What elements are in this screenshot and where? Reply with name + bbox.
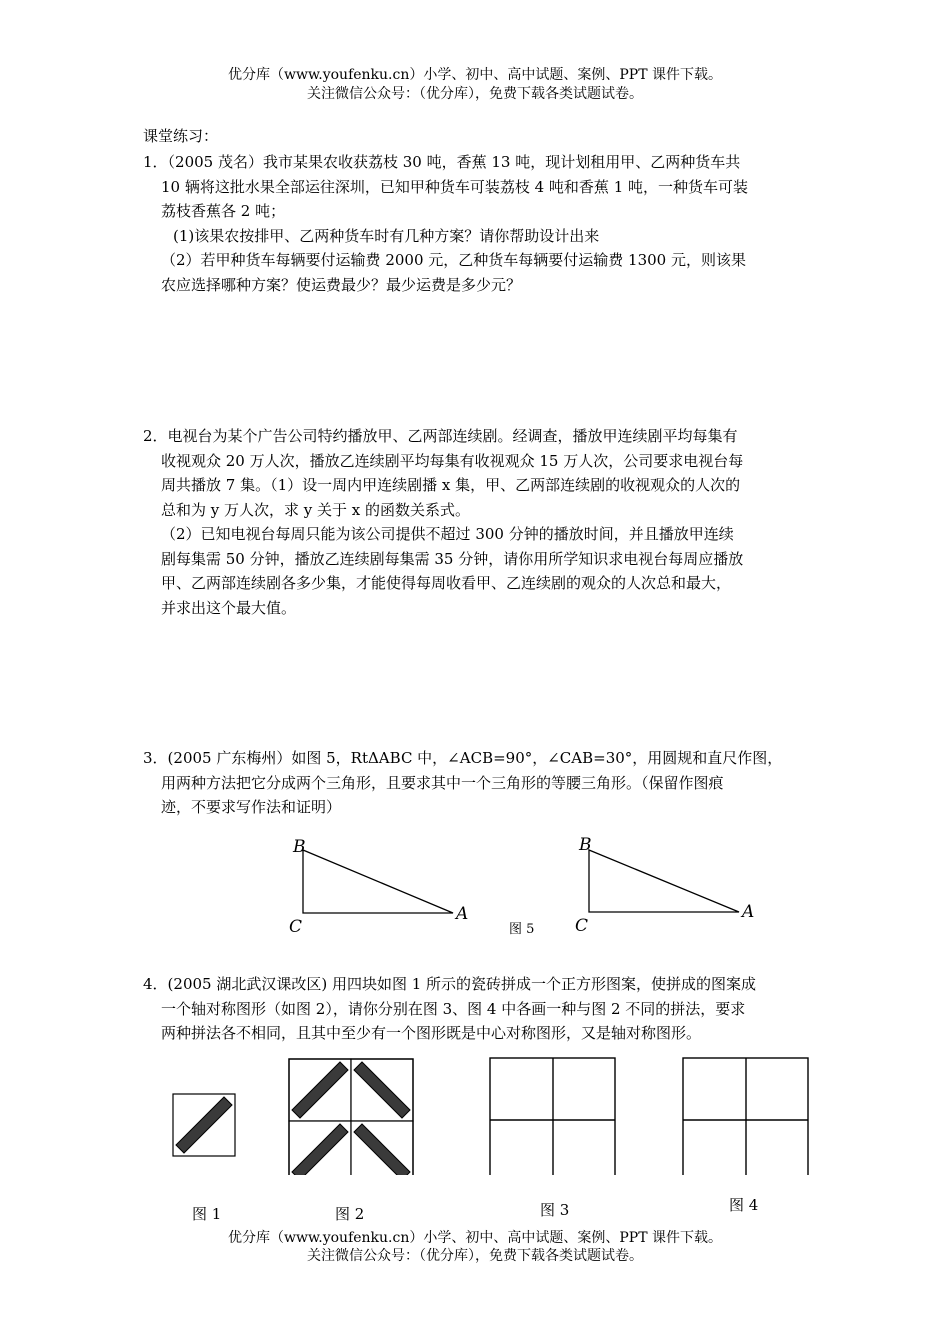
triangle-left	[289, 837, 468, 937]
header-line-1: 优分库（www.youfenku.cn）小学、初中、高中试题、案例、PPT 课件下载。	[227, 67, 722, 83]
question-1-number: 1．	[143, 153, 168, 171]
figure-3-caption: 图 3	[540, 1201, 570, 1219]
question-3-line-1: (2005 广东梅州）如图 5，RtΔABC 中，∠ACB=90°，∠CAB=30°，用圆规和直尺作图，	[167, 749, 783, 767]
tile-figures	[0, 1050, 950, 1175]
section-title: 课堂练习：	[143, 127, 219, 145]
footer-line-1: 优分库（www.youfenku.cn）小学、初中、高中试题、案例、PPT 课件下载。	[227, 1230, 722, 1246]
question-3-line-2: 用两种方法把它分成两个三角形，且要求其中一个三角形的等腰三角形。（保留作图痕	[161, 773, 724, 792]
triangle-left-label-c: C	[289, 917, 303, 937]
question-3	[143, 746, 823, 820]
footer-line-2: 关注微信公众号：（优分库），免费下载各类试题试卷。	[307, 1248, 643, 1264]
figure-2-grid	[289, 1059, 413, 1175]
question-2	[143, 424, 823, 620]
question-1-line-3: 荔枝香蕉各 2 吨；	[161, 202, 286, 220]
question-1-part-2b: 农应选择哪种方案？使运费最少？最少运费是多少元？	[161, 275, 522, 294]
question-2-number: 2．	[143, 427, 168, 445]
question-1-part-1: (1)该果农按排甲、乙两种货车时有几种方案？请你帮助设计出来	[173, 226, 600, 245]
figure-5-caption: 图 5	[509, 922, 535, 937]
triangle-right-label-a: A	[742, 902, 755, 922]
question-4-line-2: 一个轴对称图形（如图 2），请你分别在图 3、图 4 中各画一种与图 2 不同的拼法，要求	[161, 999, 746, 1018]
question-2-line-2: 收视观众 20 万人次，播放乙连续剧平均每集有收视观众 15 万人次，公司要求电视台每	[161, 451, 744, 470]
question-2-line-1: 电视台为某个广告公司特约播放甲、乙两部连续剧。经调查，播放甲连续剧平均每集有	[167, 427, 738, 445]
question-1-line-2: 10 辆将这批水果全部运往深圳，已知甲种货车可装荔枝 4 吨和香蕉 1 吨，一种货车可装	[161, 177, 749, 196]
figure-1-caption: 图 1	[192, 1205, 222, 1223]
question-2-part-2b: 剧每集需 50 分钟，播放乙连续剧每集需 35 分钟，请你用所学知识求电视台每周应播放	[161, 549, 744, 568]
question-2-part-2d: 并求出这个最大值。	[161, 598, 297, 617]
question-3-number: 3．	[143, 749, 168, 767]
question-2-line-4: 总和为 y 万人次，求 y 关于 x 的函数关系式。	[161, 500, 471, 519]
question-2-part-2c: 甲、乙两部连续剧各多少集，才能使得每周收看甲、乙连续剧的观众的人次总和最大，	[161, 574, 732, 592]
question-4-line-3: 两种拼法各不相同，且其中至少有一个图形既是中心对称图形，又是轴对称图形。	[161, 1024, 702, 1042]
triangle-right-label-b: B	[579, 835, 592, 855]
header-line-2: 关注微信公众号：（优分库），免费下载各类试题试卷。	[307, 86, 643, 102]
triangle-right-label-c: C	[575, 916, 589, 936]
figure-4-caption: 图 4	[729, 1196, 759, 1214]
figure-2-caption: 图 2	[335, 1205, 365, 1223]
question-3-line-3: 迹，不要求写作法和证明）	[161, 798, 342, 816]
question-1-line-1: （2005 茂名）我市某果农收获荔枝 30 吨，香蕉 13 吨，现计划租用甲、乙两种货车共	[167, 153, 741, 171]
question-2-part-2a: （2）已知电视台每周只能为该公司提供不超过 300 分钟的播放时间，并且播放甲连续	[161, 525, 734, 543]
question-4-number: 4．	[143, 975, 168, 993]
question-2-line-3: 周共播放 7 集。（1）设一周内甲连续剧播 x 集，甲、乙两部连续剧的收视观众的人次的	[161, 476, 741, 494]
question-4	[143, 972, 823, 1046]
figure-4-grid	[683, 1058, 808, 1175]
triangle-left-label-a: A	[456, 904, 469, 924]
triangle-left-label-b: B	[293, 837, 306, 857]
figure-1-tile	[173, 1094, 235, 1156]
triangle-figure	[0, 830, 950, 940]
question-1-part-2a: （2）若甲种货车每辆要付运输费 2000 元，乙种货车每辆要付运输费 1300 元，则该果	[161, 251, 746, 269]
figure-3-grid	[490, 1058, 615, 1175]
triangle-right	[575, 835, 754, 936]
question-4-line-1: (2005 湖北武汉课改区) 用四块如图 1 所示的瓷砖拼成一个正方形图案，使拼成的图案成	[167, 975, 757, 993]
question-1	[143, 150, 823, 297]
